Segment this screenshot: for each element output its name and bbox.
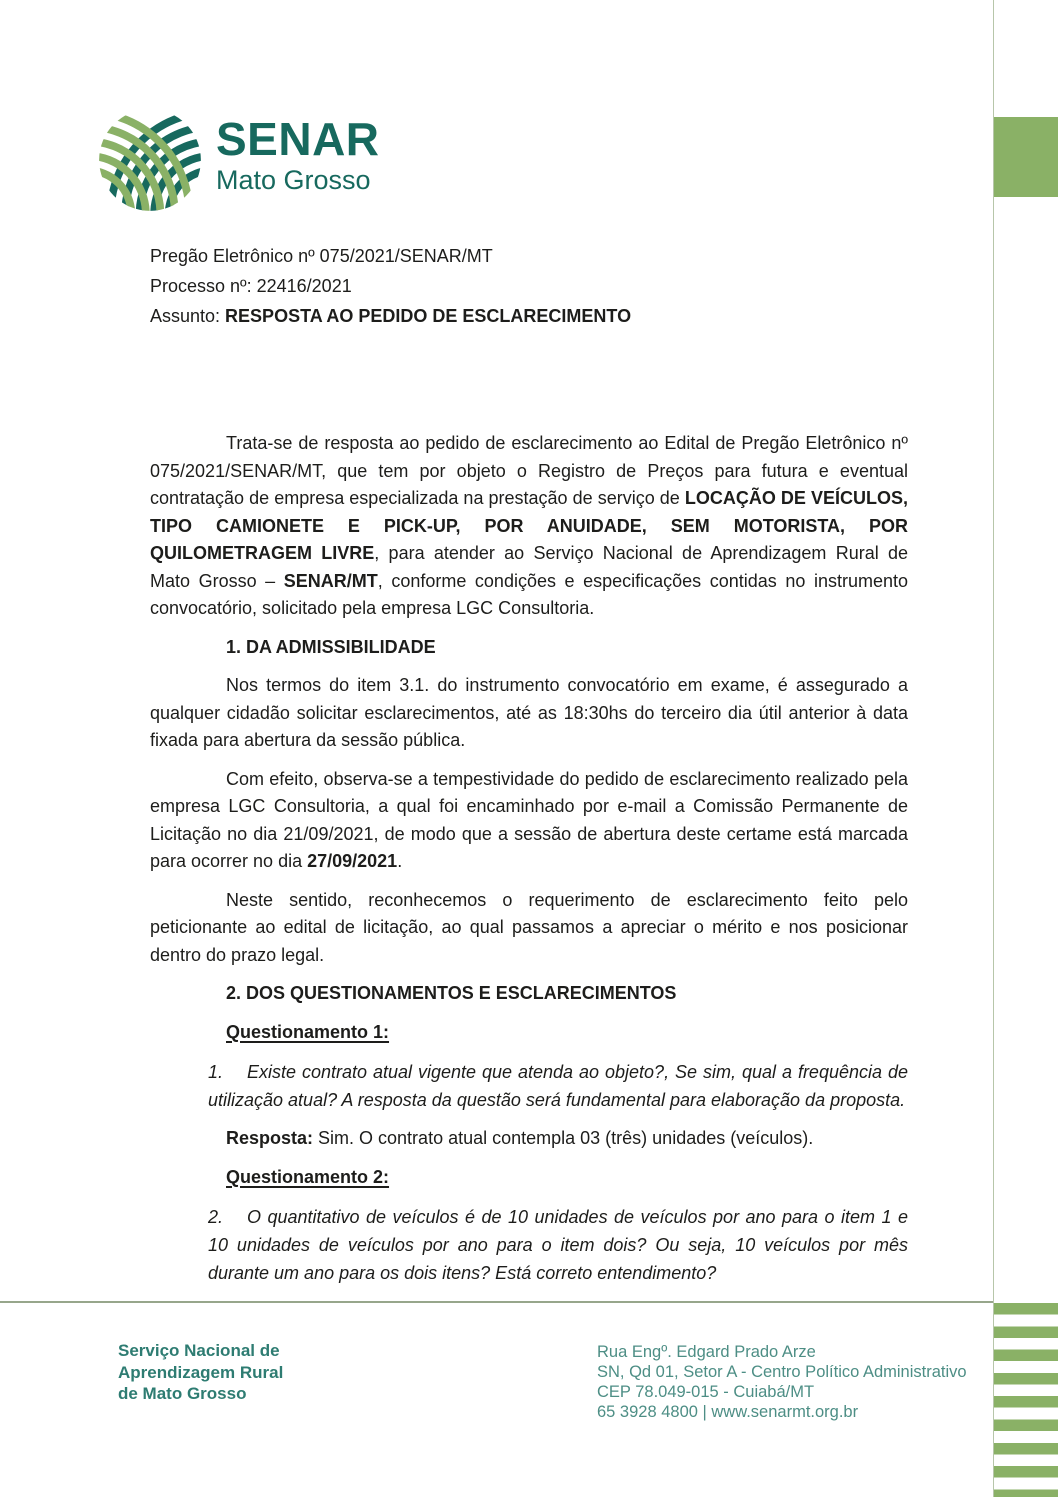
subject-value: RESPOSTA AO PEDIDO DE ESCLARECIMENTO	[225, 306, 632, 326]
intro-text-2: , para atender ao Serviço Nacional de Aprendizagem Rural de Mato Grosso –	[150, 543, 908, 591]
question-1-text	[208, 1058, 908, 1114]
question-1-label: Questionamento 1:	[226, 1021, 390, 1042]
phone-and-website: 65 3928 4800 | www.senarmt.org.br	[597, 1403, 859, 1421]
logo-wordmark: SENAR	[216, 113, 380, 165]
org-name-line-1: Serviço Nacional de	[118, 1341, 280, 1360]
pregao-number-line: Pregão Eletrônico nº 075/2021/SENAR/MT	[150, 246, 493, 266]
section-1-title: 1. DA ADMISSIBILIDADE	[226, 636, 436, 657]
org-name-line-2: Aprendizagem Rural	[118, 1362, 284, 1382]
object-description-bold: LOCAÇÃO DE VEÍCULOS, TIPO CAMIONETE E PICK-UP, POR ANUIDADE, SEM MOTORISTA, POR QUILOMETRAGEM LIVRE	[150, 488, 908, 563]
answer-1-text: Sim. O contrato atual contempla 03 (três) unidades (veículos).	[313, 1128, 814, 1148]
green-accent-block	[994, 117, 1058, 197]
admissibility-paragraph-1: Nos termos do item 3.1. do instrumento convocatório em exame, é assegurado a qualquer cidadão solicitar esclarecimentos, até as 18:30hs do terceiro dia útil anterior à data fixada para abertura da sessão pública.	[150, 675, 908, 750]
sentence-end: .	[397, 851, 403, 871]
intro-text-3: , conforme condições e especificações contidas no instrumento convocatório, solicitado pela empresa LGC Consultoria.	[150, 570, 908, 618]
session-date-bold: 27/09/2021	[307, 851, 398, 871]
green-stripe-pattern	[994, 1303, 1058, 1497]
address-cep-city: CEP 78.049-015 - Cuiabá/MT	[597, 1383, 815, 1401]
footer-separator	[0, 1301, 993, 1303]
logo-text	[216, 106, 380, 194]
tempestividade-text: Com efeito, observa-se a tempestividade do pedido de esclarecimento realizado pela empresa LGC Consultoria, a qual foi encaminhado por e-mail a Comissão Permanente de Licitação no dia 21/09/2021, de modo que a sessão de abertura deste certame está marcada para ocorrer no dia	[150, 768, 908, 871]
senar-logo	[98, 106, 380, 214]
senar-logo-mark-icon	[98, 106, 202, 214]
question-2-text	[208, 1203, 908, 1287]
footer-organization	[118, 1340, 283, 1405]
senar-mt-bold: SENAR/MT	[283, 570, 378, 591]
answer-1	[226, 1125, 908, 1153]
question-1-body: Existe contrato atual vigente que atenda ao objeto?, Se sim, qual a frequência de utilização atual? A resposta da questão será fundamental para elaboração da proposta.	[208, 1062, 908, 1110]
question-2-label: Questionamento 2:	[226, 1166, 390, 1187]
subject-label: Assunto:	[150, 306, 226, 326]
document-header	[150, 241, 631, 331]
question-2-body: O quantitativo de veículos é de 10 unidades de veículos por ano para o item 1 e 10 unidades de veículos por ano para o item dois? Ou seja, 10 veículos por mês durante um ano para os dois itens? Está correto entendimento?	[208, 1207, 908, 1283]
footer-address	[597, 1342, 967, 1422]
admissibility-paragraph-2	[150, 766, 908, 876]
answer-1-label: Resposta:	[226, 1128, 314, 1148]
processo-number-line: Processo nº: 22416/2021	[150, 276, 352, 296]
document-body	[150, 430, 908, 1298]
subject-line	[150, 301, 631, 331]
section-2-title: 2. DOS QUESTIONAMENTOS E ESCLARECIMENTOS	[226, 983, 677, 1003]
address-district: SN, Qd 01, Setor A - Centro Político Administrativo	[597, 1363, 967, 1381]
address-street: Rua Engº. Edgard Prado Arze	[597, 1343, 816, 1361]
intro-paragraph	[150, 430, 908, 623]
logo-subtitle: Mato Grosso	[216, 165, 371, 195]
intro-text: Trata-se de resposta ao pedido de esclarecimento ao Edital de Pregão Eletrônico nº 075/2021/SENAR/MT, que tem por objeto o Registro de Preços para futura e eventual contratação de empresa especializada na prestação de serviço de	[150, 433, 908, 508]
question-2-number: 2.	[208, 1207, 224, 1227]
question-1-number: 1.	[208, 1062, 224, 1082]
right-edge-rule	[993, 0, 994, 1497]
org-name-line-3: de Mato Grosso	[118, 1384, 247, 1403]
admissibility-paragraph-3: Neste sentido, reconhecemos o requerimento de esclarecimento feito pelo peticionante ao edital de licitação, ao qual passamos a apreciar o mérito e nos posicionar dentro do prazo legal.	[150, 889, 908, 965]
